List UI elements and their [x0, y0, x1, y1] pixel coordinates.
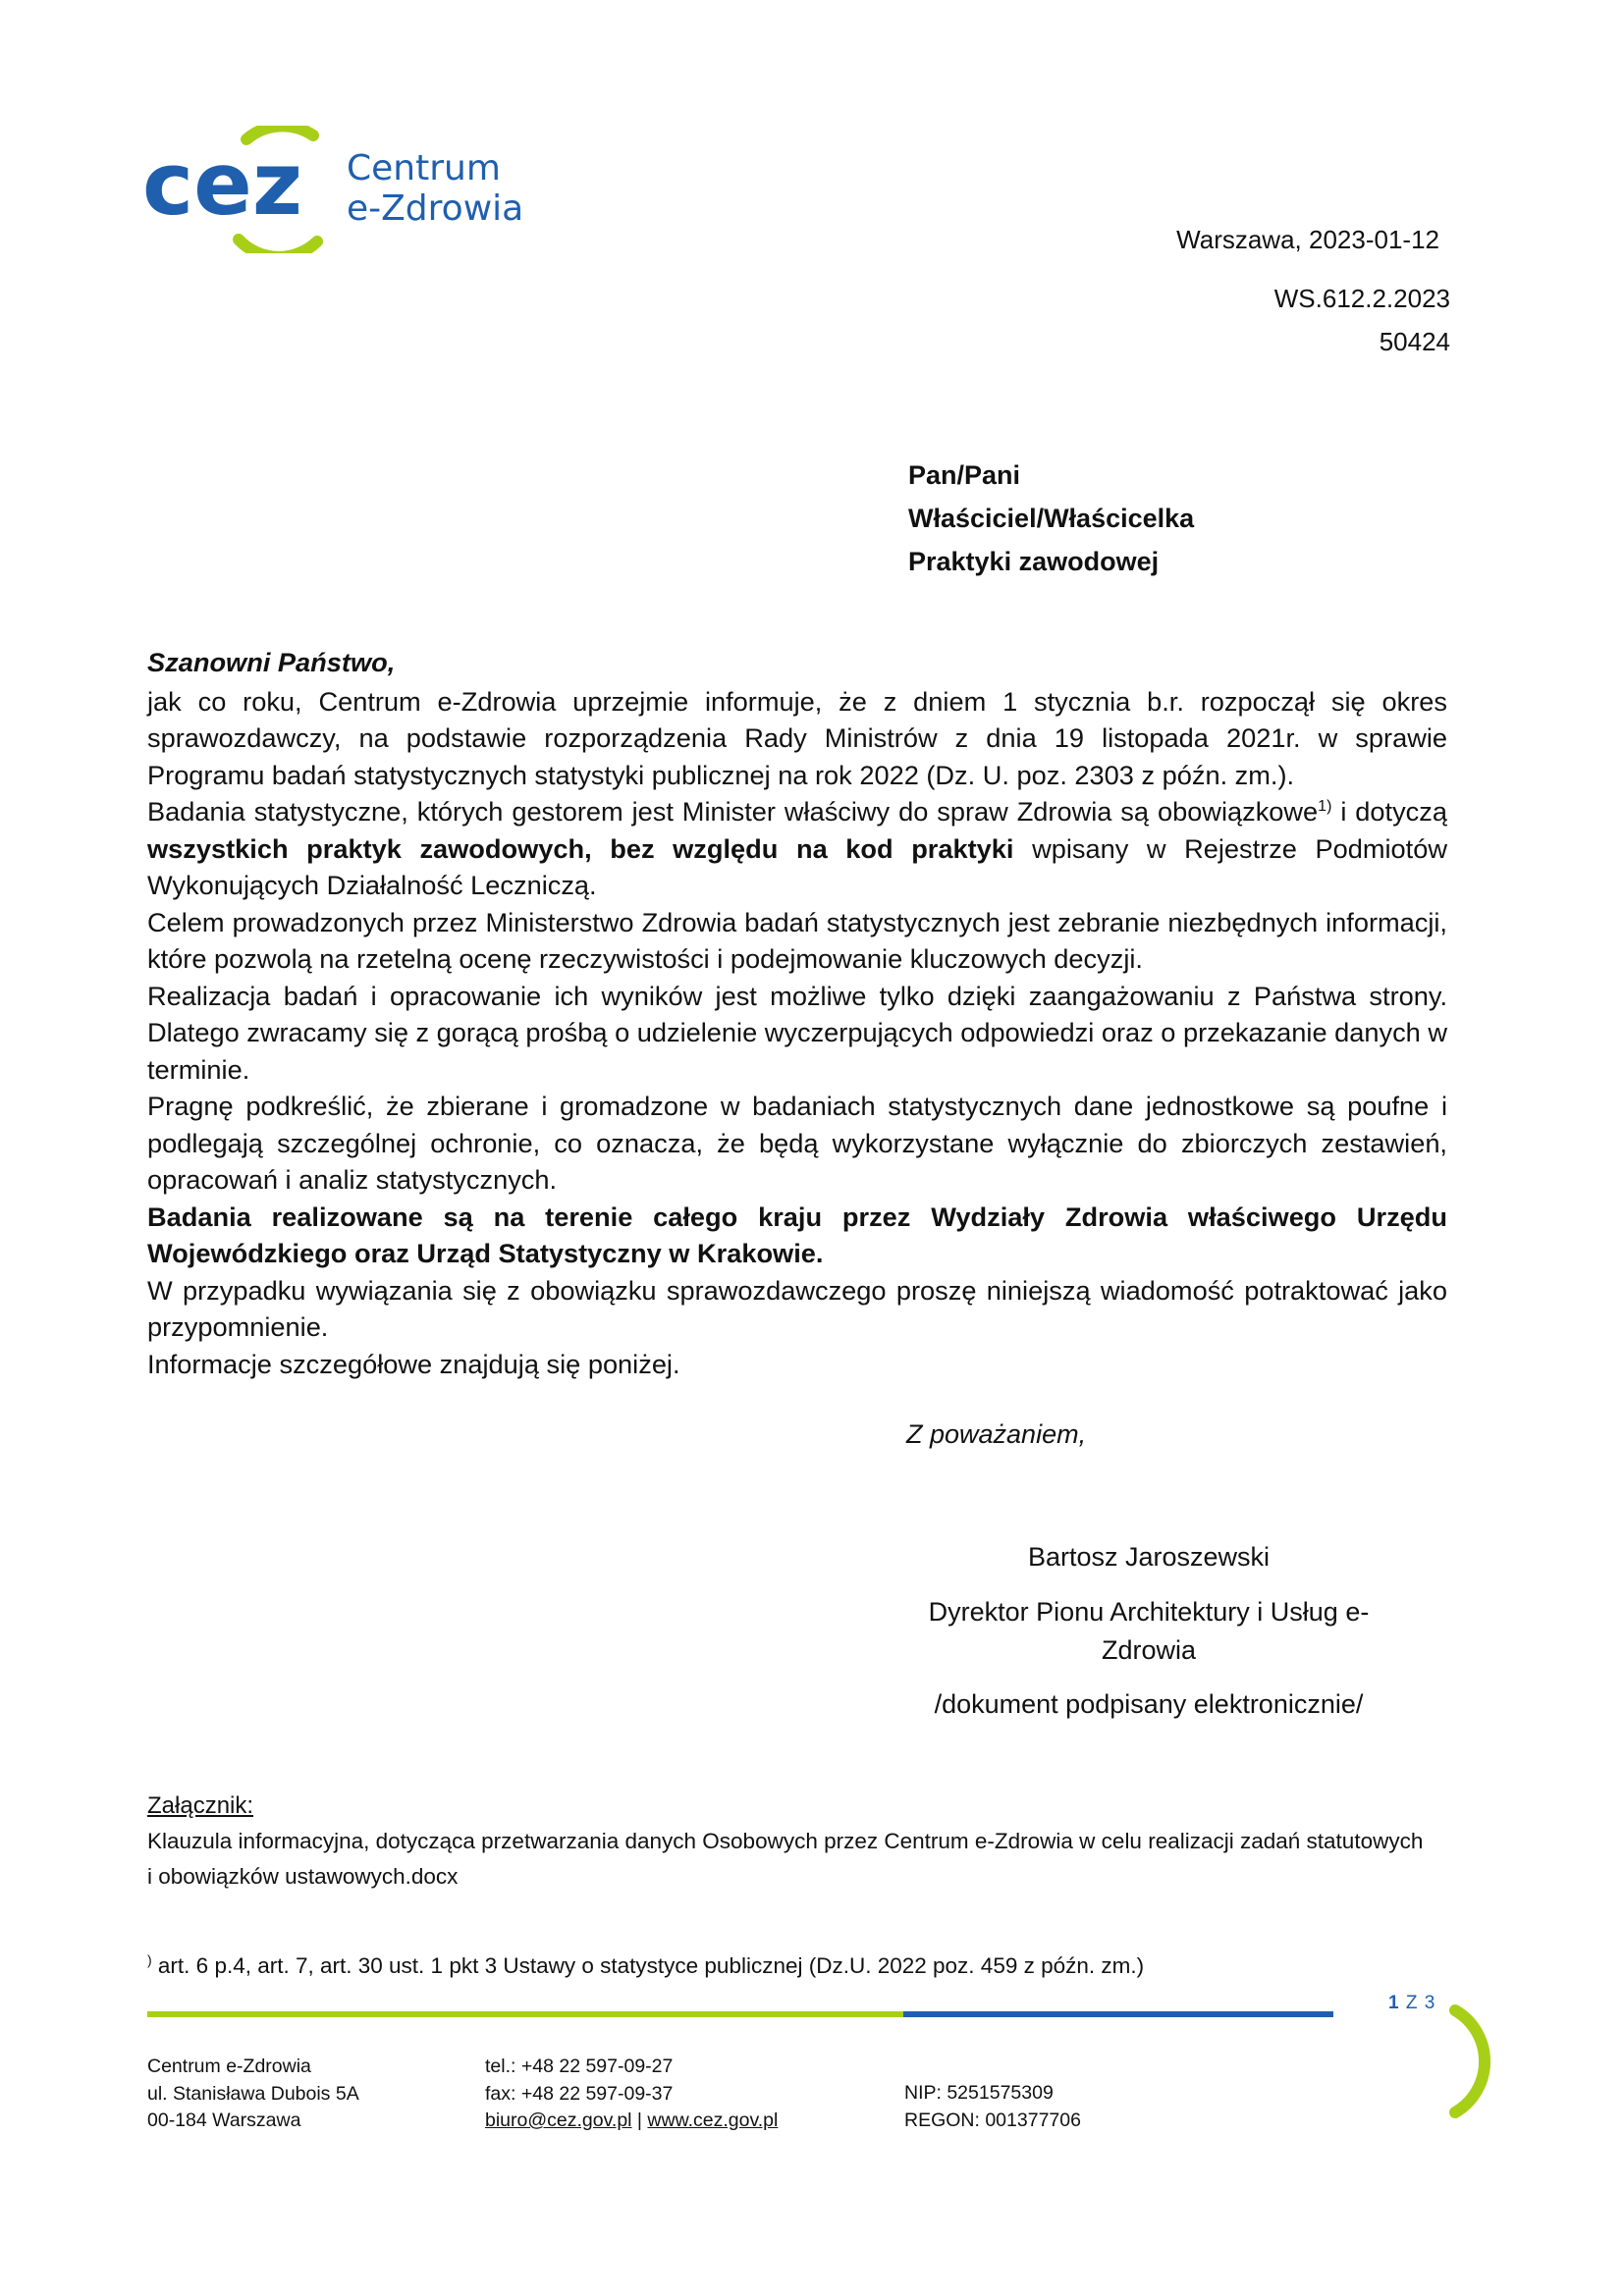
date-line: Warszawa, 2023-01-12	[1176, 225, 1439, 254]
paragraph-4: Realizacja badań i opracowanie ich wyników jest możliwe tylko dzięki zaangażowaniu z Państwa strony. Dlatego zwracamy się z gorącą prośbą o udzielenie wyczerpujących odpowiedzi oraz o przekazanie danych w terminie.	[147, 980, 1447, 1085]
footer-city: 00-184 Warszawa	[147, 2109, 301, 2131]
signature-title-line1: Dyrektor Pionu Architektury i Usług e-	[928, 1597, 1370, 1627]
paragraph-2-text-a: Badania statystyczne, których gestorem jest Minister właściwy do spraw Zdrowia są obowiązkowe	[147, 796, 1319, 827]
paragraph-6-bold: Badania realizowane są na terenie całego kraju przez Wydziały Zdrowia właściwego Urzędu Wojewódzkiego oraz Urząd Statystyczny w Krakowie.	[147, 1201, 1447, 1268]
paragraph-3: Celem prowadzonych przez Ministerstwo Zdrowia badań statystycznych jest zebranie niezbędnych informacji, które pozwolą na rzetelną ocenę rzeczywistości i podejmowanie kluczowych decyzji.	[147, 906, 1447, 974]
footer-divider-green	[147, 2011, 903, 2017]
page-indicator	[1388, 1993, 1435, 2014]
footnote-ref: 1)	[1318, 797, 1332, 815]
attachment-text-line2: i obowiązków ustawowych.docx	[147, 1864, 459, 1889]
paragraph-2	[147, 793, 1447, 904]
paragraph-8: Informacje szczegółowe znajdują się poniżej.	[147, 1348, 680, 1379]
letter-body	[147, 644, 1447, 1382]
paragraph-1: jak co roku, Centrum e-Zdrowia uprzejmie informuje, że z dniem 1 stycznia b.r. rozpoczął się okres sprawozdawczy, na podstawie rozporządzenia Rady Ministrów z dnia 19 listopada 2021r. w sprawie Programu badań statystycznych statystyki publicznej na rok 2022 (Dz. U. poz. 2303 z późn. zm.).	[147, 685, 1447, 790]
paragraph-2-text-c: wpisany w Rejestrze Podmiotów Wykonujących Działalność Leczniczą.	[147, 832, 1447, 900]
footer-email-link[interactable]: biuro@cez.gov.pl	[485, 2109, 632, 2131]
footer-tel: tel.: +48 22 597-09-27	[485, 2056, 674, 2077]
signature-title-line2: Zdrowia	[1101, 1635, 1197, 1665]
footer-nip: NIP: 5251575309	[904, 2082, 1054, 2104]
signature-name: Bartosz Jaroszewski	[1027, 1542, 1271, 1572]
addressee-line1: Pan/Pani	[908, 460, 1021, 490]
footer-divider-blue	[903, 2011, 1333, 2017]
footer-street: ul. Stanisława Dubois 5A	[147, 2082, 359, 2105]
reference-number: WS.612.2.2023	[1273, 284, 1450, 313]
attachment-text-line1: Klauzula informacyjna, dotycząca przetwarzania danych Osobowych przez Centrum e-Zdrowia w celu realizacji zadań statutowych	[147, 1829, 1424, 1853]
addressee-line3: Praktyki zawodowej	[908, 547, 1160, 576]
footer-org-name: Centrum e-Zdrowia	[147, 2056, 311, 2077]
footnote	[147, 1953, 1144, 1979]
greeting: Szanowni Państwo,	[147, 647, 396, 677]
closing: Z poważaniem,	[906, 1419, 1087, 1449]
logo-line1: Centrum	[347, 148, 501, 188]
footnote-text: art. 6 p.4, art. 7, art. 30 ust. 1 pkt 3 Ustawy o statystyce publicznej (Dz.U. 2022 poz. 459 z późn. zm.)	[151, 1953, 1145, 1978]
signature-note: /dokument podpisany elektronicznie/	[934, 1689, 1364, 1719]
logo-mark: cez	[142, 133, 303, 235]
attachment-label: Załącznik:	[147, 1792, 254, 1819]
footer-web-link[interactable]: www.cez.gov.pl	[647, 2109, 779, 2131]
addressee-block	[908, 454, 1194, 583]
addressee-line2: Właściciel/Właścicelka	[908, 504, 1195, 533]
paragraph-6	[147, 1199, 1447, 1272]
page-separator: Z	[1405, 1993, 1419, 2013]
footer-links	[485, 2108, 778, 2135]
footer-link-separator: |	[631, 2109, 648, 2131]
paragraph-2-emphasis: wszystkich praktyk zawodowych, bez względu na kod praktyki	[147, 832, 1014, 864]
footer-address	[147, 2054, 359, 2135]
page-current: 1	[1388, 1993, 1400, 2013]
footnote-mark: )	[147, 1951, 152, 1968]
paragraph-7: W przypadku wywiązania się z obowiązku sprawozdawczego proszę niniejszą wiadomość potraktować jako przypomnienie.	[147, 1274, 1447, 1342]
decorative-arc-icon	[1443, 2002, 1512, 2120]
footer-contact	[485, 2054, 778, 2135]
footer-fax: fax: +48 22 597-09-37	[485, 2082, 674, 2105]
page-total: 3	[1424, 1993, 1436, 2013]
footer-regon: REGON: 001377706	[904, 2109, 1081, 2131]
cez-logo	[140, 126, 572, 253]
paragraph-2-text-b: i dotyczą	[1331, 796, 1447, 827]
paragraph-5: Pragnę podkreślić, że zbierane i gromadzone w badaniach statystycznych dane jednostkowe są poufne i podlegają szczególnej ochronie, co oznacza, że będą wykorzystane wyłącznie do zbiorczych zestawień, opracowań i analiz statystycznych.	[147, 1091, 1447, 1195]
reference-id: 50424	[1379, 327, 1450, 356]
logo-line2: e-Zdrowia	[347, 188, 524, 229]
attachment-block	[147, 1789, 1453, 1895]
footer-ids	[904, 2080, 1081, 2134]
cez-logo-graphic	[140, 126, 572, 253]
